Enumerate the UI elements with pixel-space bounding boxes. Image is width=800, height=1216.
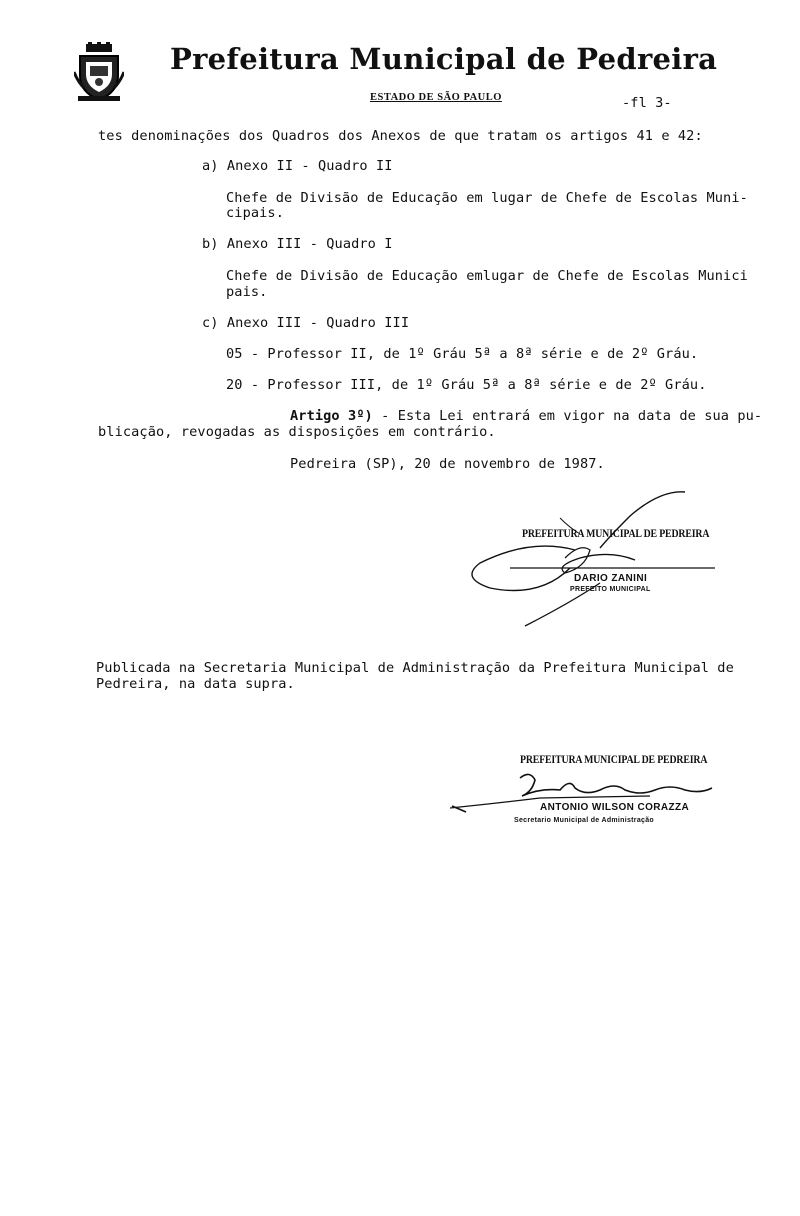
item-a-line2: cipais. [226,205,284,221]
intro-line: tes denominações dos Quadros dos Anexos de que tratam os artigos 41 e 42: [98,128,703,144]
item-b-line2: pais. [226,284,268,300]
date-line: Pedreira (SP), 20 de novembro de 1987. [290,456,605,472]
page-number: -fl 3- [622,95,672,111]
page-title: Prefeitura Municipal de Pedreira [170,42,718,76]
item-c-line2: 20 - Professor III, de 1º Gráu 5ª a 8ª série e de 2º Gráu. [226,377,707,393]
item-a-line1: Chefe de Divisão de Educação em lugar de Chefe de Escolas Muni- [226,190,748,206]
coat-of-arms-icon [74,42,124,104]
signature1-scribble [460,488,720,628]
item-a-heading: a) Anexo II - Quadro II [202,158,393,174]
signature1-stamp-header: PREFEITURA MUNICIPAL DE PEDREIRA [522,526,710,540]
item-c-line1: 05 - Professor II, de 1º Gráu 5ª a 8ª série e de 2º Gráu. [226,346,699,362]
signature2-stamp-header: PREFEITURA MUNICIPAL DE PEDREIRA [520,752,708,766]
article-line1 [290,408,762,424]
item-b-line1: Chefe de Divisão de Educação emlugar de Chefe de Escolas Munici [226,268,748,284]
signature1-name: DARIO ZANINI [574,573,648,584]
signature1-role: PREFEITO MUNICIPAL [570,586,651,593]
signature2-role: Secretario Municipal de Administração [514,817,654,824]
item-b-heading: b) Anexo III - Quadro I [202,236,393,252]
publication-line2: Pedreira, na data supra. [96,676,295,692]
item-c-heading: c) Anexo III - Quadro III [202,315,410,331]
signature2-name: ANTONIO WILSON CORAZZA [540,802,690,813]
article-label: Artigo 3º) [290,408,373,424]
article-text: - Esta Lei entrará em vigor na data de sua pu- [372,408,763,424]
article-line2: blicação, revogadas as disposições em contrário. [98,424,496,440]
state-subtitle: ESTADO DE SÃO PAULO [370,92,502,103]
publication-line1: Publicada na Secretaria Municipal de Administração da Prefeitura Municipal de [96,660,734,676]
